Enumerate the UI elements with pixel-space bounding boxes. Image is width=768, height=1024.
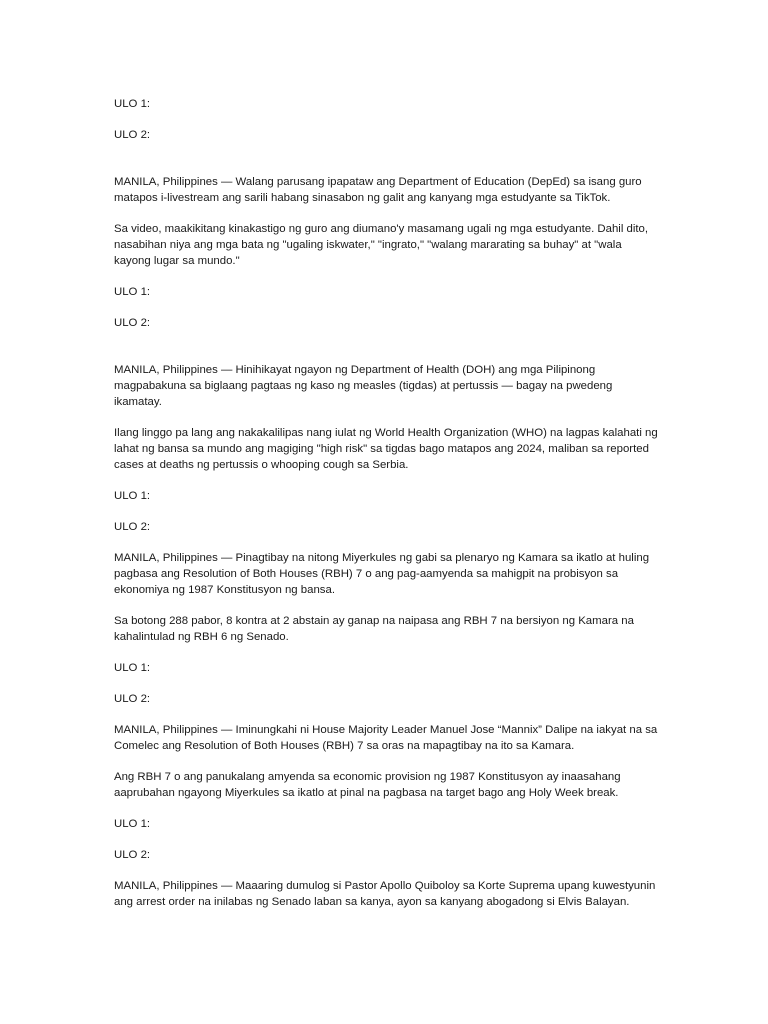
article-3	[114, 488, 658, 645]
ulo-1-label: ULO 1:	[114, 818, 151, 830]
article-2	[114, 284, 658, 473]
article-4	[114, 660, 658, 801]
ulo-2-label: ULO 2:	[114, 521, 151, 533]
ulo-1-label: ULO 1:	[114, 98, 151, 110]
article-paragraph: MANILA, Philippines — Iminungkahi ni House Majority Leader Manuel Jose “Mannix” Dalipe na iakyat na sa Comelec ang Resolution of Both Houses (RBH) 7 sa oras na mapagtibay na ito sa Kamara.	[114, 724, 658, 752]
article-paragraph: Ang RBH 7 o ang panukalang amyenda sa economic provision ng 1987 Konstitusyon ay inaasahang aaprubahan ngayong Miyerkules sa ikatlo at pinal na pagbasa na target bago ang Holy Week break.	[114, 771, 621, 799]
ulo-2-label: ULO 2:	[114, 129, 151, 141]
article-paragraph: MANILA, Philippines — Pinagtibay na nitong Miyerkules ng gabi sa plenaryo ng Kamara sa ikatlo at huling pagbasa ang Resolution of Both Houses (RBH) 7 o ang pag-aamyenda sa mahigpit na probisyon sa ekonomiya ng 1987 Konstitusyon ng bansa.	[114, 552, 650, 596]
article-paragraph: Sa botong 288 pabor, 8 kontra at 2 abstain ay ganap na naipasa ang RBH 7 na bersiyon ng Kamara na kahalintulad ng RBH 6 ng Senado.	[114, 615, 634, 643]
article-1	[114, 96, 658, 269]
ulo-1-label: ULO 1:	[114, 286, 151, 298]
ulo-2-label: ULO 2:	[114, 693, 151, 705]
article-5	[114, 816, 658, 910]
article-paragraph: MANILA, Philippines — Walang parusang ipapataw ang Department of Education (DepEd) sa isang guro matapos i-livestream ang sarili habang sinasabon ng galit ang kanyang mga estudyante sa TikTok.	[114, 176, 642, 204]
article-paragraph: Ilang linggo pa lang ang nakakalilipas nang iulat ng World Health Organization (WHO) na lagpas kalahati ng lahat ng bansa sa mundo ang magiging "high risk" sa tigdas bago matapos ang 2024, maliban sa reported cases at deaths ng pertussis o whooping cough sa Serbia.	[114, 427, 658, 471]
ulo-1-label: ULO 1:	[114, 662, 151, 674]
article-paragraph: Sa video, maakikitang kinakastigo ng guro ang diumano'y masamang ugali ng mga estudyante. Dahil dito, nasabihan niya ang mga bata ng "ugaling iskwater," "ingrato," "walang mararating sa buhay" at "wala kayong lugar sa mundo."	[114, 223, 649, 267]
ulo-2-label: ULO 2:	[114, 317, 151, 329]
article-paragraph: MANILA, Philippines — Hinihikayat ngayon ng Department of Health (DOH) ang mga Pilipinong magpabakuna sa biglaang pagtaas ng kaso ng measles (tigdas) at pertussis — bagay na pwedeng ikamatay.	[114, 364, 613, 408]
ulo-1-label: ULO 1:	[114, 490, 151, 502]
article-paragraph: MANILA, Philippines — Maaaring dumulog si Pastor Apollo Quiboloy sa Korte Suprema upang kuwestyunin ang arrest order na inilabas ng Senado laban sa kanya, ayon sa kanyang abogadong si Elvis Balayan.	[114, 880, 656, 908]
ulo-2-label: ULO 2:	[114, 849, 151, 861]
